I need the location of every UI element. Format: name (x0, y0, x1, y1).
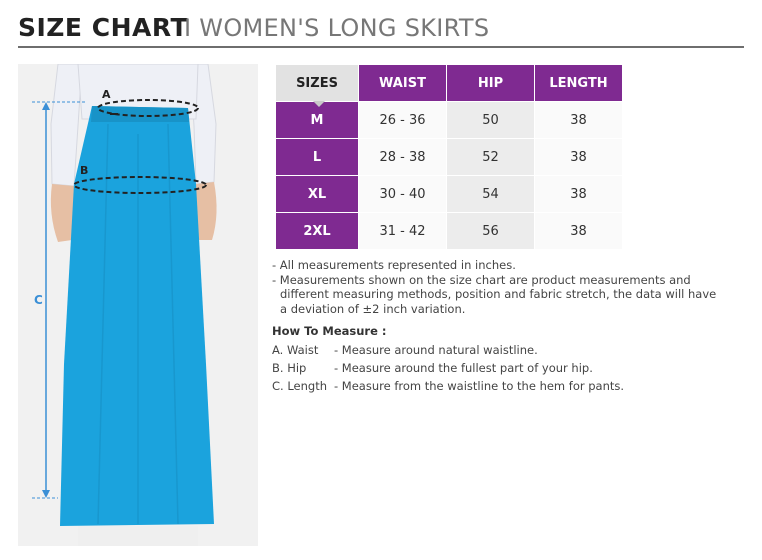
size-cell: M (276, 102, 359, 139)
length-cell: 38 (535, 139, 623, 176)
label-c: C (34, 293, 43, 307)
measure-label: A. Waist (272, 343, 319, 357)
length-cell: 38 (535, 213, 623, 250)
measurement-notes (272, 258, 742, 316)
table-row (276, 139, 623, 176)
size-table (275, 64, 623, 250)
size-cell: XL (276, 176, 359, 213)
header-waist: WAIST (359, 65, 447, 102)
note-deviation-line2: different measuring methods, position and fabric stretch, the data will have (280, 287, 717, 301)
note-inches: - All measurements represented in inches. (272, 258, 516, 272)
list-item (272, 342, 538, 360)
measure-label: B. Hip (272, 361, 307, 375)
header-caret (313, 101, 325, 107)
table-row (276, 102, 623, 139)
waist-cell: 26 - 36 (359, 102, 447, 139)
table-header-row (276, 65, 623, 102)
measure-desc: - Measure around the fullest part of your hip. (334, 361, 593, 375)
header-length: LENGTH (535, 65, 623, 102)
header-hip: HIP (447, 65, 535, 102)
hip-cell: 50 (447, 102, 535, 139)
label-a: A (102, 88, 111, 101)
left-hand (51, 184, 75, 242)
length-arrow-bottom (42, 490, 50, 498)
hip-cell: 56 (447, 213, 535, 250)
label-b: B (80, 164, 89, 177)
list-item (272, 378, 625, 396)
note-deviation-line3: a deviation of ±2 inch variation. (280, 301, 466, 316)
table-row (276, 176, 623, 213)
list-item (272, 360, 593, 378)
hip-cell: 52 (447, 139, 535, 176)
waist-cell: 30 - 40 (359, 176, 447, 213)
length-arrow-top (42, 102, 50, 110)
product-photo (18, 64, 258, 546)
floor (78, 526, 198, 546)
page-title: SIZE CHART (18, 13, 189, 42)
measure-label: C. Length (272, 379, 328, 393)
left-sleeve (51, 64, 82, 186)
table-row (276, 213, 623, 250)
header-sizes: SIZES (276, 65, 359, 102)
note-deviation-line1: - Measurements shown on the size chart are product measurements and (272, 272, 691, 287)
waist-cell: 28 - 38 (359, 139, 447, 176)
waist-cell: 31 - 42 (359, 213, 447, 250)
measure-desc: - Measure from the waistline to the hem for pants. (334, 379, 625, 393)
page-header (18, 12, 744, 48)
hip-cell: 54 (447, 176, 535, 213)
page-subtitle: I WOMEN'S LONG SKIRTS (184, 14, 490, 42)
size-cell: 2XL (276, 213, 359, 250)
length-cell: 38 (535, 102, 623, 139)
measure-desc: - Measure around natural waistline. (334, 343, 538, 357)
how-to-measure-list (272, 342, 625, 396)
how-to-measure-title: How To Measure : (272, 324, 387, 338)
size-cell: L (276, 139, 359, 176)
skirt-measure-figure (18, 64, 258, 546)
length-cell: 38 (535, 176, 623, 213)
